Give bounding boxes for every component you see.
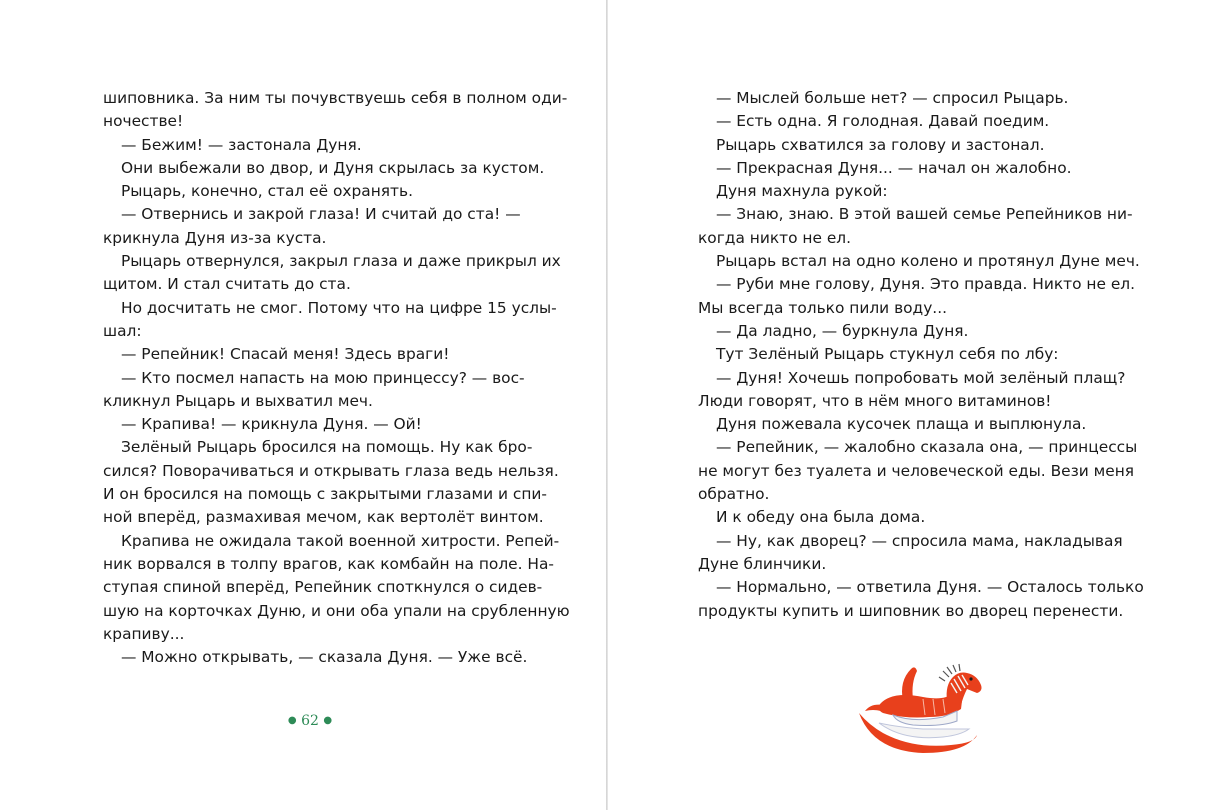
right-line: Люди говорят, что в нём много витаминов! [698, 391, 1052, 410]
left-line: Они выбежали во двор, и Дуня скрылась за кустом. [121, 158, 545, 177]
left-line: — Можно открывать, — сказала Дуня. — Уже всё. [121, 648, 528, 667]
right-line: — Ну, как дворец? — спросила мама, накладывая [716, 531, 1123, 550]
left-line: шиповника. За ним ты почувствуешь себя в полном оди- [103, 89, 568, 107]
left-line: крапиву... [103, 624, 185, 643]
left-line: ночестве! [103, 112, 184, 131]
left-line: Рыцарь, конечно, стал её охранять. [121, 182, 413, 201]
right-line: Дуне блинчики. [698, 554, 827, 573]
right-line: — Дуня! Хочешь попробовать мой зелёный плащ? [716, 368, 1126, 387]
left-line: — Отвернись и закрой глаза! И считай до ста! — [121, 205, 521, 224]
right-line: не могут без туалета и человеческой еды. Вези меня [698, 461, 1135, 480]
left-page-text [103, 87, 570, 669]
right-line: Дуня пожевала кусочек плаща и выплюнула. [716, 415, 1087, 434]
left-line: ной вперёд, размахивая мечом, как вертолёт винтом. [103, 508, 544, 527]
right-line: — Знаю, знаю. В этой вашей семье Репейников ни- [716, 205, 1133, 224]
left-line: ступая спиной вперёд, Репейник споткнулся о сидев- [103, 578, 543, 597]
right-line: продукты купить и шиповник во дворец перенести. [698, 601, 1124, 620]
page-number-dot-left: ● [287, 715, 297, 726]
right-line: И к обеду она была дома. [716, 508, 926, 527]
right-line: — Мыслей больше нет? — спросил Рыцарь. [716, 89, 1069, 107]
left-line: кликнул Рыцарь и выхватил меч. [103, 391, 373, 410]
right-line: Мы всегда только пили воду... [698, 298, 947, 317]
page-number [280, 713, 340, 729]
left-line: — Кто посмел напасть на мою принцессу? — вос- [121, 368, 525, 387]
right-line: Дуня махнула рукой: [716, 182, 888, 201]
left-line: Крапива не ожидала такой военной хитрости. Репей- [121, 531, 560, 550]
left-line: — Репейник! Спасай меня! Здесь враги! [121, 345, 450, 364]
left-line: — Крапива! — крикнула Дуня. — Ой! [121, 415, 422, 434]
left-line: И он бросился на помощь с закрытыми глазами и спи- [103, 485, 547, 504]
right-line: — Да ладно, — буркнула Дуня. [716, 321, 969, 340]
right-line: — Репейник, — жалобно сказала она, — принцессы [716, 438, 1138, 457]
right-line: — Прекрасная Дуня... — начал он жалобно. [716, 158, 1072, 177]
page-gutter [606, 0, 608, 810]
right-line: — Есть одна. Я голодная. Давай поедим. [716, 112, 1050, 131]
left-line: сился? Поворачиваться и открывать глаза ведь нельзя. [103, 461, 559, 480]
rocking-horse-illustration [853, 663, 993, 763]
left-line: Но досчитать не смог. Потому что на цифре 15 услы- [121, 298, 557, 317]
page-number-value: 62 [301, 713, 319, 729]
right-line: когда никто не ел. [698, 228, 852, 247]
left-line: шал: [103, 321, 142, 340]
left-line: крикнула Дуня из-за куста. [103, 228, 327, 247]
left-line: щитом. И стал считать до ста. [103, 275, 351, 294]
right-line: Рыцарь встал на одно колено и протянул Дуне меч. [716, 252, 1140, 271]
right-line: Тут Зелёный Рыцарь стукнул себя по лбу: [716, 345, 1059, 364]
right-line: — Нормально, — ответила Дуня. — Осталось только [716, 578, 1144, 597]
horse-eye [969, 677, 972, 680]
left-line: — Бежим! — застонала Дуня. [121, 135, 362, 154]
page-number-dot-right: ● [323, 715, 333, 726]
left-line: Рыцарь отвернулся, закрыл глаза и даже прикрыл их [121, 252, 561, 271]
left-line: ник ворвался в толпу врагов, как комбайн на поле. На- [103, 554, 554, 573]
right-line: — Руби мне голову, Дуня. Это правда. Никто не ел. [716, 275, 1136, 294]
right-line: обратно. [698, 485, 770, 504]
left-line: Зелёный Рыцарь бросился на помощь. Ну как бро- [121, 438, 533, 457]
horse-tail [865, 705, 883, 711]
right-page-text [698, 87, 1144, 623]
left-line: шую на корточках Дуню, и они оба упали на срубленную [103, 601, 570, 620]
right-line: Рыцарь схватился за голову и застонал. [716, 135, 1045, 154]
